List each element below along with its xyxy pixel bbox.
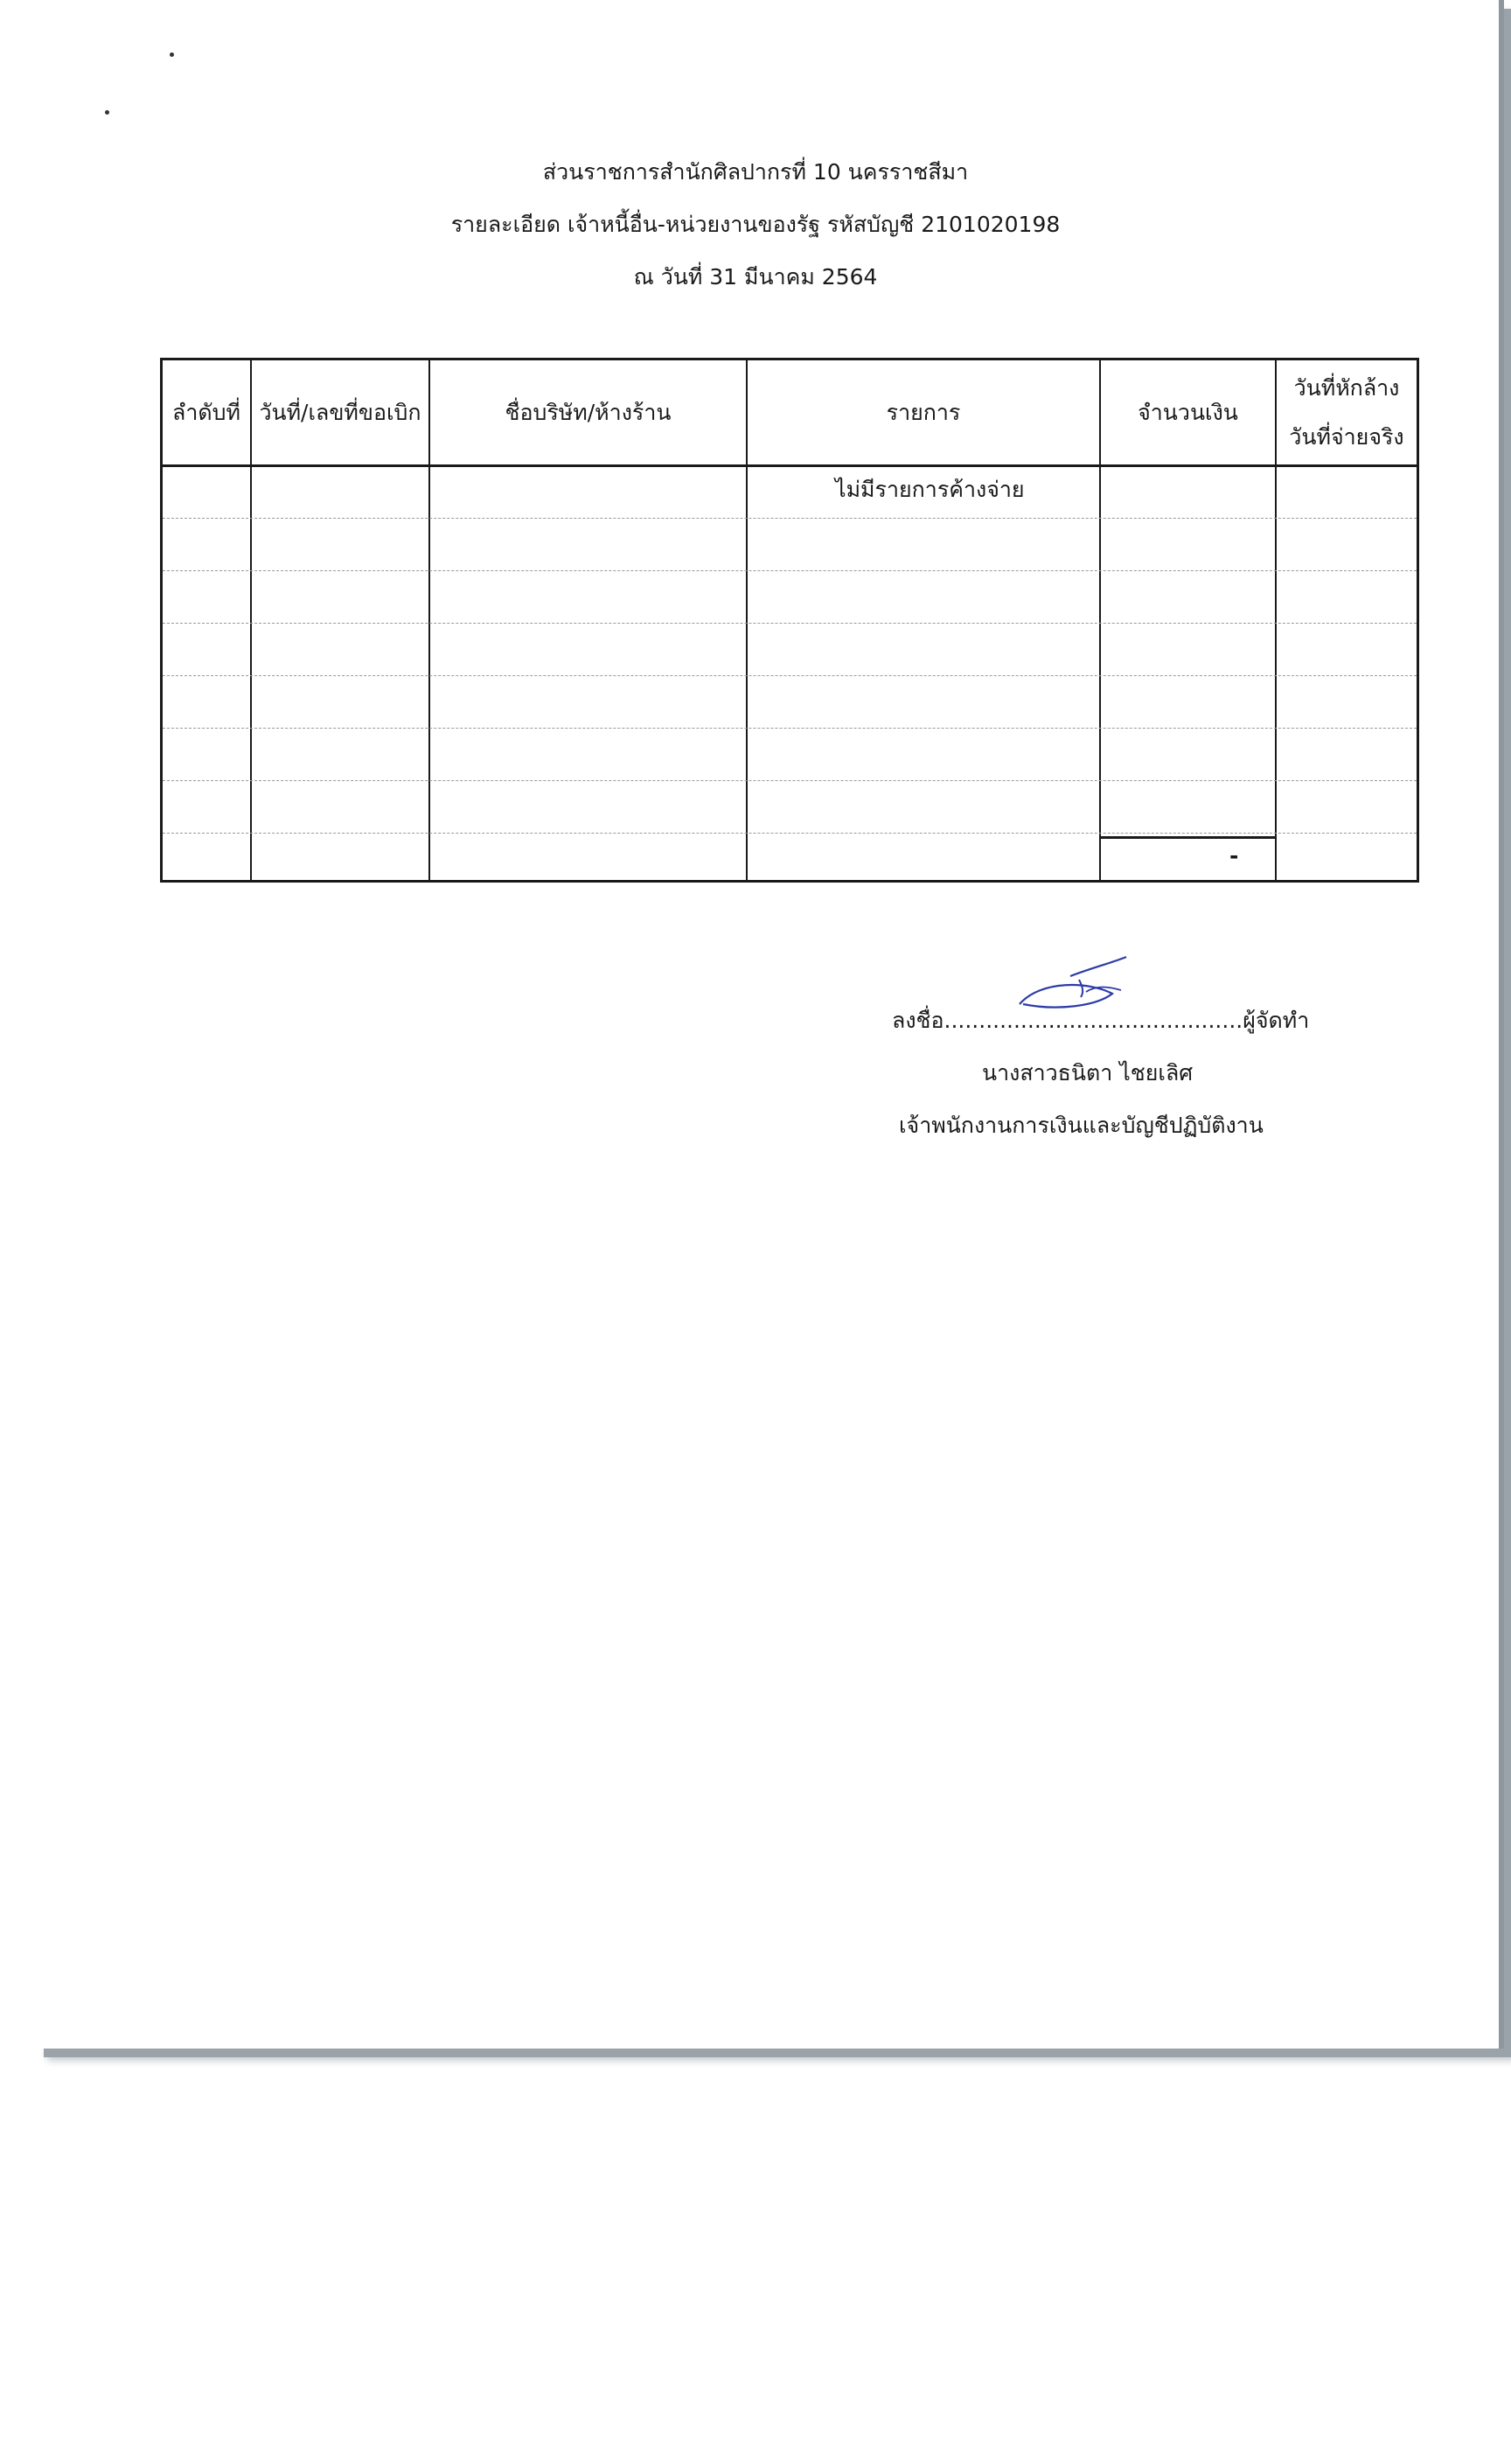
scan-speck (170, 52, 174, 57)
row-line (163, 518, 1417, 519)
office-title: ส่วนราชการสำนักศิลปากรที่ 10 นครราชสีมา (542, 159, 969, 185)
column-header-order: ลำดับที่ (172, 399, 240, 425)
row-line (163, 833, 1417, 834)
column-header-company: ชื่อบริษัท/ห้างร้าน (505, 399, 672, 425)
scan-speck (105, 110, 109, 115)
no-outstanding-note: ไม่มีรายการค้างจ่าย (835, 477, 1025, 502)
column-header-amount: จำนวนเงิน (1138, 399, 1238, 425)
row-line (163, 780, 1417, 781)
as-of-date: ณ วันที่ 31 มีนาคม 2564 (633, 264, 878, 290)
column-header-item: รายการ (886, 399, 961, 425)
account-detail-title: รายละเอียด เจ้าหนี้อื่น-หน่วยงานของรัฐ รหัสบัญชี 2101020198 (450, 212, 1061, 237)
row-line (163, 570, 1417, 571)
column-header-clear-pay-date: วันที่หักล้าง วันที่จ่ายจริง (1289, 374, 1404, 450)
row-line (163, 623, 1417, 624)
column-header-date-request: วันที่/เลขที่ขอเบิก (259, 399, 421, 425)
signature-line: ลงชื่อ...........................................ผู้จัดทำ (892, 1008, 1310, 1033)
preparer-position: เจ้าพนักงานการเงินและบัญชีปฏิบัติงาน (899, 1113, 1264, 1138)
preparer-name: นางสาวธนิตา ไชยเลิศ (982, 1060, 1194, 1085)
row-line (163, 675, 1417, 676)
ledger-table (160, 358, 1419, 883)
row-line (163, 728, 1417, 729)
header-rule (163, 464, 1417, 467)
total-amount: - (1229, 843, 1239, 869)
total-amount-box (1101, 836, 1275, 839)
